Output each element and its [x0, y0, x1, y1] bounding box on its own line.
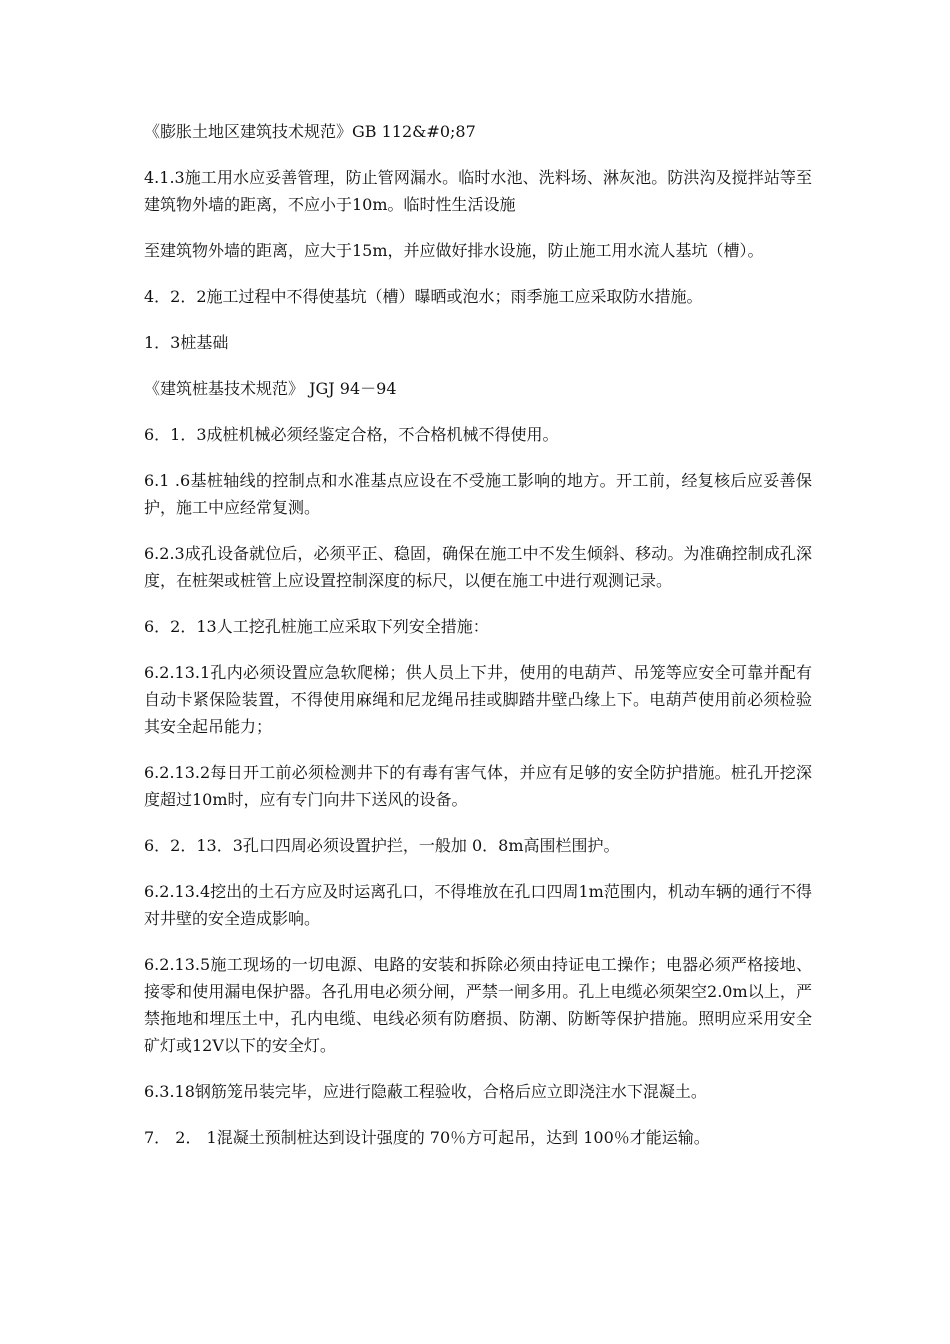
paragraph-6-2-3: 6.2.3成孔设备就位后，必须平正、稳固，确保在施工中不发生倾斜、移动。为准确控制成孔深度，在桩架或桩管上应设置控制深度的标尺，以便在施工中进行观测记录。	[144, 544, 812, 590]
paragraph-6-3-18: 6.3.18钢筋笼吊装完毕，应进行隐蔽工程验收，合格后应立即浇注水下混凝土。	[144, 1082, 707, 1101]
paragraph-6-2-13-2: 6.2.13.2每日开工前必须检测井下的有毒有害气体，并应有足够的安全防护措施。桩孔开挖深度超过10m时，应有专门向井下送风的设备。	[144, 763, 812, 809]
section-heading-pile-foundation: 1．3桩基础	[144, 333, 229, 352]
paragraph-spec-title-pile: 《建筑桩基技术规范》 JGJ 94－94	[144, 379, 397, 398]
paragraph-spec-title-expansive-soil: 《膨胀土地区建筑技术规范》GB 112&#0;87	[144, 122, 476, 141]
paragraph-4-1-3-continued: 至建筑物外墙的距离，应大于15m，并应做好排水设施，防止施工用水流人基坑（槽）。	[144, 241, 764, 260]
document-body	[144, 118, 812, 1170]
paragraph-4-2-2: 4．2．2施工过程中不得使基坑（槽）曝晒或泡水；雨季施工应采取防水措施。	[144, 287, 703, 306]
paragraph-6-1-6: 6.1 .6基桩轴线的控制点和水准基点应设在不受施工影响的地方。开工前，经复核后应妥善保护，施工中应经常复测。	[144, 471, 812, 517]
paragraph-6-2-13: 6．2．13人工挖孔桩施工应采取下列安全措施：	[144, 617, 489, 636]
paragraph-4-1-3: 4.1.3施工用水应妥善管理，防止管网漏水。临时水池、洗料场、淋灰池。防洪沟及搅拌站等至建筑物外墙的距离，不应小于10m。临时性生活设施	[144, 168, 812, 214]
paragraph-7-2-1: 7． 2． 1混凝土预制桩达到设计强度的 70％方可起吊，达到 100％才能运输。	[144, 1128, 710, 1147]
paragraph-6-1-3: 6．1．3成桩机械必须经鉴定合格，不合格机械不得使用。	[144, 425, 559, 444]
paragraph-6-2-13-1: 6.2.13.1孔内必须设置应急软爬梯；供人员上下井，使用的电葫芦、吊笼等应安全可靠并配有自动卡紧保险装置，不得使用麻绳和尼龙绳吊挂或脚踏井壁凸缘上下。电葫芦使用前必须检验其安全起吊能力；	[144, 663, 812, 736]
paragraph-6-2-13-4: 6.2.13.4挖出的土石方应及时运离孔口，不得堆放在孔口四周1m范围内，机动车辆的通行不得对井壁的安全造成影响。	[144, 882, 812, 928]
paragraph-6-2-13-3: 6．2．13．3孔口四周必须设置护拦，一般加 0．8m高围栏围护。	[144, 836, 620, 855]
paragraph-6-2-13-5: 6.2.13.5施工现场的一切电源、电路的安装和拆除必须由持证电工操作；电器必须严格接地、接零和使用漏电保护器。各孔用电必须分闸，严禁一闸多用。孔上电缆必须架空2.0m以上，严禁拖地和埋压土中，孔内电缆、电线必须有防磨损、防潮、防断等保护措施。照明应采用安全矿灯或12V以下的安全灯。	[144, 955, 812, 1055]
